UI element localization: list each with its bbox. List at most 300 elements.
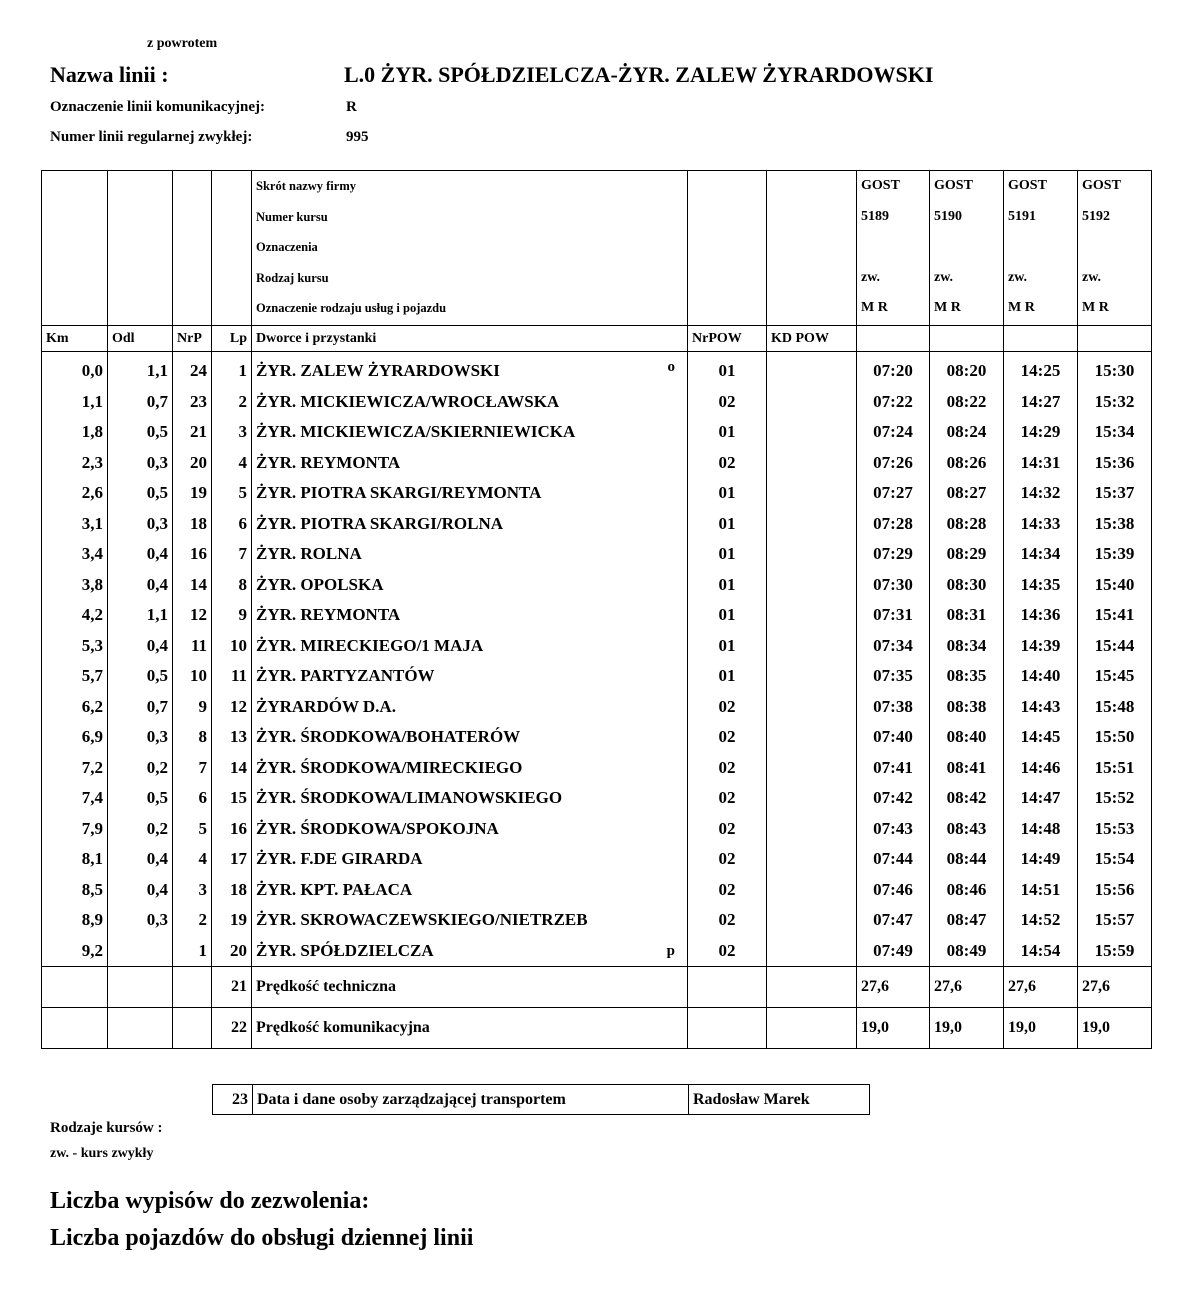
departure-time: 08:42 — [930, 783, 1004, 814]
stop-nrp: 20 — [173, 448, 212, 479]
table-row — [42, 661, 1152, 692]
departure-time: 07:38 — [857, 692, 930, 723]
table-row — [42, 631, 1152, 662]
stop-kdpow — [767, 509, 857, 540]
empty-cell — [42, 1008, 108, 1049]
empty-cell — [688, 967, 767, 1008]
stop-nrp: 5 — [173, 814, 212, 845]
course-type-zw: zw. - kurs zwykły — [50, 1146, 154, 1161]
departure-time: 14:32 — [1004, 478, 1078, 509]
departure-time: 14:39 — [1004, 631, 1078, 662]
stop-nrp: 10 — [173, 661, 212, 692]
empty-cell — [108, 967, 173, 1008]
stop-name-cell — [252, 661, 688, 692]
empty-cell — [108, 1008, 173, 1049]
stop-name-cell — [252, 753, 688, 784]
departure-time: 15:32 — [1078, 387, 1152, 418]
stop-km: 8,9 — [42, 905, 108, 936]
departure-time: 15:48 — [1078, 692, 1152, 723]
departure-time: 14:46 — [1004, 753, 1078, 784]
stop-nrpow: 02 — [688, 905, 767, 936]
course-info: GOST 5190 zw. M R — [930, 171, 1004, 326]
departure-time: 15:34 — [1078, 417, 1152, 448]
departure-time: 07:46 — [857, 875, 930, 906]
stop-name: ŻYR. REYMONTA — [256, 605, 401, 624]
departure-time: 07:24 — [857, 417, 930, 448]
departure-time: 07:27 — [857, 478, 930, 509]
departure-time: 08:43 — [930, 814, 1004, 845]
summary-body — [42, 967, 1152, 1049]
stop-name: ŻYR. MIRECKIEGO/1 MAJA — [256, 635, 484, 655]
summary-lp: 22 — [212, 1008, 252, 1049]
stop-name-cell — [252, 570, 688, 601]
table-row — [42, 722, 1152, 753]
stop-km: 8,1 — [42, 844, 108, 875]
stop-km: 8,5 — [42, 875, 108, 906]
stop-km: 5,3 — [42, 631, 108, 662]
line-number-label: Numer linii regularnej zwykłej: — [50, 129, 253, 145]
departure-time: 15:37 — [1078, 478, 1152, 509]
stop-nrpow: 01 — [688, 509, 767, 540]
stop-name-cell — [252, 448, 688, 479]
stop-nrp: 21 — [173, 417, 212, 448]
stop-odl: 1,1 — [108, 600, 173, 631]
departure-time: 15:53 — [1078, 814, 1152, 845]
stop-odl: 0,3 — [108, 509, 173, 540]
stop-lp: 17 — [212, 844, 252, 875]
departure-time: 07:44 — [857, 844, 930, 875]
table-row — [42, 844, 1152, 875]
empty-cell — [42, 967, 108, 1008]
timetable — [41, 170, 1152, 1049]
stop-name-cell — [252, 814, 688, 845]
stop-km: 6,9 — [42, 722, 108, 753]
stop-kdpow — [767, 387, 857, 418]
empty-cell — [767, 967, 857, 1008]
stop-name-cell — [252, 478, 688, 509]
stop-name-cell — [252, 936, 688, 967]
departure-time: 08:34 — [930, 631, 1004, 662]
stop-nrpow: 02 — [688, 783, 767, 814]
stop-name: ŻYR. OPOLSKA — [256, 574, 384, 594]
departure-time: 08:26 — [930, 448, 1004, 479]
col-lp: Lp — [212, 326, 252, 352]
manager-name: Radosław Marek — [689, 1085, 870, 1115]
departure-time: 14:49 — [1004, 844, 1078, 875]
stop-lp: 12 — [212, 692, 252, 723]
stop-kdpow — [767, 352, 857, 387]
stop-nrpow: 01 — [688, 352, 767, 387]
stop-name-cell — [252, 631, 688, 662]
stop-lp: 14 — [212, 753, 252, 784]
stop-nrpow: 02 — [688, 814, 767, 845]
stop-km: 5,7 — [42, 661, 108, 692]
course-info: GOST 5191 zw. M R — [1004, 171, 1078, 326]
stop-nrpow: 02 — [688, 936, 767, 967]
stop-name: ŻYR. PARTYZANTÓW — [256, 666, 435, 685]
stop-nrp: 9 — [173, 692, 212, 723]
departure-time: 14:52 — [1004, 905, 1078, 936]
stop-nrpow: 02 — [688, 844, 767, 875]
summary-value: 27,6 — [1004, 967, 1078, 1008]
departure-time: 14:48 — [1004, 814, 1078, 845]
stop-nrp: 23 — [173, 387, 212, 418]
departure-time: 08:44 — [930, 844, 1004, 875]
course-info: GOST 5192 zw. M R — [1078, 171, 1152, 326]
departure-time: 08:24 — [930, 417, 1004, 448]
departure-time: 08:41 — [930, 753, 1004, 784]
table-row — [42, 753, 1152, 784]
stop-km: 0,0 — [42, 352, 108, 387]
stop-lp: 9 — [212, 600, 252, 631]
stop-km: 6,2 — [42, 692, 108, 723]
stop-nrpow: 01 — [688, 539, 767, 570]
stop-name: ŻYR. F.DE GIRARDA — [256, 849, 423, 868]
summary-value: 19,0 — [1004, 1008, 1078, 1049]
stop-odl: 0,3 — [108, 905, 173, 936]
departure-time: 08:46 — [930, 875, 1004, 906]
stop-name: ŻYR. ŚRODKOWA/LIMANOWSKIEGO — [256, 788, 563, 807]
summary-value: 27,6 — [930, 967, 1004, 1008]
table-row — [42, 936, 1152, 967]
departure-time: 14:35 — [1004, 570, 1078, 601]
stop-name: ŻYR. MICKIEWICZA/WROCŁAWSKA — [256, 391, 560, 411]
stop-nrpow: 02 — [688, 448, 767, 479]
stop-lp: 10 — [212, 631, 252, 662]
departure-time: 14:36 — [1004, 600, 1078, 631]
departure-time: 15:38 — [1078, 509, 1152, 540]
departure-time: 14:27 — [1004, 387, 1078, 418]
stop-km: 7,9 — [42, 814, 108, 845]
stops-body — [42, 352, 1152, 967]
stop-nrp: 8 — [173, 722, 212, 753]
stop-name: ŻYR. PIOTRA SKARGI/REYMONTA — [256, 483, 542, 502]
info-labels: Skrót nazwy firmy Numer kursu Oznaczenia Rodzaj kursu Oznaczenie rodzaju usług i pojazdu — [252, 171, 688, 326]
line-name-label: Nazwa linii : — [50, 62, 169, 87]
departure-time: 15:39 — [1078, 539, 1152, 570]
stop-kdpow — [767, 631, 857, 662]
departure-time: 07:22 — [857, 387, 930, 418]
departure-time: 08:35 — [930, 661, 1004, 692]
stop-name: ŻYRARDÓW D.A. — [256, 696, 396, 716]
departure-time: 07:47 — [857, 905, 930, 936]
table-row — [42, 352, 1152, 387]
stop-lp: 16 — [212, 814, 252, 845]
stop-lp: 18 — [212, 875, 252, 906]
departure-time: 15:40 — [1078, 570, 1152, 601]
departure-time: 08:29 — [930, 539, 1004, 570]
stop-odl: 0,5 — [108, 417, 173, 448]
stop-kdpow — [767, 783, 857, 814]
stop-nrp: 1 — [173, 936, 212, 967]
stop-nrpow: 01 — [688, 478, 767, 509]
stop-nrp: 7 — [173, 753, 212, 784]
stop-odl: 0,3 — [108, 448, 173, 479]
departure-time: 07:49 — [857, 936, 930, 967]
stop-odl: 0,4 — [108, 539, 173, 570]
stop-nrpow: 02 — [688, 875, 767, 906]
departure-time: 14:33 — [1004, 509, 1078, 540]
table-row — [42, 600, 1152, 631]
stop-name: ŻYR. SPÓŁDZIELCZA — [256, 940, 434, 960]
stop-lp: 15 — [212, 783, 252, 814]
stop-odl: 0,4 — [108, 844, 173, 875]
table-row — [42, 448, 1152, 479]
stop-nrpow: 01 — [688, 570, 767, 601]
departure-time: 15:59 — [1078, 936, 1152, 967]
stop-kdpow — [767, 875, 857, 906]
stop-km: 3,8 — [42, 570, 108, 601]
departure-time: 15:45 — [1078, 661, 1152, 692]
empty-cell — [173, 967, 212, 1008]
summary-row — [42, 967, 1152, 1008]
departure-time: 15:50 — [1078, 722, 1152, 753]
departure-time: 14:25 — [1004, 352, 1078, 387]
stop-kdpow — [767, 814, 857, 845]
departure-time: 15:41 — [1078, 600, 1152, 631]
line-mark-label: Oznaczenie linii komunikacyjnej: — [50, 99, 265, 115]
summary-value: 27,6 — [1078, 967, 1152, 1008]
stop-lp: 4 — [212, 448, 252, 479]
departure-time: 07:35 — [857, 661, 930, 692]
stop-kdpow — [767, 753, 857, 784]
stop-nrpow: 01 — [688, 600, 767, 631]
course-info: GOST 5189 zw. M R — [857, 171, 930, 326]
stop-odl: 0,7 — [108, 387, 173, 418]
departure-time: 14:31 — [1004, 448, 1078, 479]
departure-time: 14:40 — [1004, 661, 1078, 692]
stop-lp: 13 — [212, 722, 252, 753]
table-row — [42, 783, 1152, 814]
stop-name: ŻYR. KPT. PAŁACA — [256, 879, 413, 899]
stop-kdpow — [767, 692, 857, 723]
stop-name: ŻYR. ŚRODKOWA/SPOKOJNA — [256, 818, 499, 838]
summary-value: 19,0 — [1078, 1008, 1152, 1049]
stop-name: ŻYR. ZALEW ŻYRARDOWSKI — [256, 361, 500, 380]
stop-name: ŻYR. ŚRODKOWA/MIRECKIEGO — [256, 757, 523, 777]
stop-km: 1,8 — [42, 417, 108, 448]
stop-odl: 1,1 — [108, 352, 173, 387]
stop-name-cell — [252, 692, 688, 723]
stop-kdpow — [767, 936, 857, 967]
stop-lp: 7 — [212, 539, 252, 570]
stop-kdpow — [767, 661, 857, 692]
stop-nrpow: 02 — [688, 692, 767, 723]
stop-km: 2,6 — [42, 478, 108, 509]
departure-time: 07:31 — [857, 600, 930, 631]
stop-kdpow — [767, 570, 857, 601]
stop-kdpow — [767, 600, 857, 631]
stop-name: ŻYR. SKROWACZEWSKIEGO/NIETRZEB — [256, 910, 588, 929]
line-number: 995 — [346, 129, 369, 145]
departure-time: 08:27 — [930, 478, 1004, 509]
stop-name: ŻYR. MICKIEWICZA/SKIERNIEWICKA — [256, 422, 576, 441]
stop-kdpow — [767, 448, 857, 479]
column-headers — [42, 326, 1152, 352]
stop-nrp: 4 — [173, 844, 212, 875]
stop-nrp: 2 — [173, 905, 212, 936]
stop-nrp: 12 — [173, 600, 212, 631]
stop-odl: 0,3 — [108, 722, 173, 753]
stop-nrpow: 01 — [688, 417, 767, 448]
departure-time: 08:47 — [930, 905, 1004, 936]
stop-lp: 6 — [212, 509, 252, 540]
stop-nrp: 18 — [173, 509, 212, 540]
stop-odl: 0,7 — [108, 692, 173, 723]
stop-nrp: 16 — [173, 539, 212, 570]
departure-time: 07:42 — [857, 783, 930, 814]
stop-nrp: 3 — [173, 875, 212, 906]
departure-time: 14:43 — [1004, 692, 1078, 723]
departure-time: 15:52 — [1078, 783, 1152, 814]
empty-cell — [173, 1008, 212, 1049]
vehicles-count-label: Liczba pojazdów do obsługi dziennej linii — [50, 1225, 474, 1251]
departure-time: 07:29 — [857, 539, 930, 570]
departure-time: 15:54 — [1078, 844, 1152, 875]
stop-kdpow — [767, 722, 857, 753]
table-row — [42, 387, 1152, 418]
stop-nrpow: 01 — [688, 661, 767, 692]
empty-cell — [688, 1008, 767, 1049]
stop-nrp: 14 — [173, 570, 212, 601]
departure-time: 08:20 — [930, 352, 1004, 387]
stop-lp: 8 — [212, 570, 252, 601]
stop-lp: 2 — [212, 387, 252, 418]
stop-nrp: 6 — [173, 783, 212, 814]
empty-cell — [767, 1008, 857, 1049]
departure-time: 15:44 — [1078, 631, 1152, 662]
departure-time: 07:40 — [857, 722, 930, 753]
permits-count-label: Liczba wypisów do zezwolenia: — [50, 1188, 370, 1214]
departure-time: 14:45 — [1004, 722, 1078, 753]
stop-name: ŻYR. PIOTRA SKARGI/ROLNA — [256, 513, 504, 533]
stop-name-cell — [252, 509, 688, 540]
table-row — [42, 417, 1152, 448]
line-name: L.0 ŻYR. SPÓŁDZIELCZA-ŻYR. ZALEW ŻYRARDOWSKI — [344, 62, 934, 87]
stop-odl: 0,5 — [108, 478, 173, 509]
departure-time: 07:43 — [857, 814, 930, 845]
departure-time: 14:47 — [1004, 783, 1078, 814]
stop-km: 7,2 — [42, 753, 108, 784]
departure-time: 15:56 — [1078, 875, 1152, 906]
departure-time: 15:51 — [1078, 753, 1152, 784]
summary-value: 19,0 — [930, 1008, 1004, 1049]
departure-time: 08:30 — [930, 570, 1004, 601]
stop-nrpow: 02 — [688, 387, 767, 418]
table-row — [42, 539, 1152, 570]
table-row — [42, 509, 1152, 540]
stop-odl: 0,4 — [108, 631, 173, 662]
stop-km: 3,1 — [42, 509, 108, 540]
departure-time: 07:41 — [857, 753, 930, 784]
departure-time: 15:57 — [1078, 905, 1152, 936]
table-row — [42, 814, 1152, 845]
stop-lp: 3 — [212, 417, 252, 448]
stop-flag: p — [666, 942, 675, 959]
departure-time: 07:30 — [857, 570, 930, 601]
stop-nrp: 19 — [173, 478, 212, 509]
departure-time: 14:51 — [1004, 875, 1078, 906]
stop-name-cell — [252, 352, 688, 387]
summary-value: 19,0 — [857, 1008, 930, 1049]
col-nrpow: NrPOW — [688, 326, 767, 352]
info-rows — [42, 171, 1152, 326]
departure-time: 08:22 — [930, 387, 1004, 418]
col-odl: Odl — [108, 326, 173, 352]
direction-label: z powrotem — [147, 36, 218, 51]
stop-lp: 1 — [212, 352, 252, 387]
stop-lp: 20 — [212, 936, 252, 967]
summary-row — [42, 1008, 1152, 1049]
stop-name-cell — [252, 844, 688, 875]
stop-name: ŻYR. ROLNA — [256, 544, 362, 563]
stop-kdpow — [767, 417, 857, 448]
departure-time: 14:29 — [1004, 417, 1078, 448]
col-kdpow: KD POW — [767, 326, 857, 352]
stop-name: ŻYR. ŚRODKOWA/BOHATERÓW — [256, 727, 521, 746]
departure-time: 15:30 — [1078, 352, 1152, 387]
stop-km: 7,4 — [42, 783, 108, 814]
departure-time: 07:34 — [857, 631, 930, 662]
stop-odl — [108, 936, 173, 967]
stop-name-cell — [252, 905, 688, 936]
departure-time: 08:38 — [930, 692, 1004, 723]
stop-km: 1,1 — [42, 387, 108, 418]
stop-name-cell — [252, 875, 688, 906]
stop-km: 4,2 — [42, 600, 108, 631]
stop-lp: 19 — [212, 905, 252, 936]
stop-nrp: 11 — [173, 631, 212, 662]
manager-lp: 23 — [213, 1085, 253, 1115]
departure-time: 14:54 — [1004, 936, 1078, 967]
table-row — [42, 478, 1152, 509]
manager-label: Data i dane osoby zarządzającej transportem — [253, 1085, 689, 1115]
table-row — [42, 905, 1152, 936]
stop-nrpow: 01 — [688, 631, 767, 662]
summary-value: 27,6 — [857, 967, 930, 1008]
stop-name-cell — [252, 387, 688, 418]
table-row — [42, 570, 1152, 601]
stop-odl: 0,4 — [108, 570, 173, 601]
departure-time: 15:36 — [1078, 448, 1152, 479]
col-nrp: NrP — [173, 326, 212, 352]
col-km: Km — [42, 326, 108, 352]
stop-odl: 0,5 — [108, 783, 173, 814]
manager-table — [212, 1084, 870, 1115]
stop-nrpow: 02 — [688, 753, 767, 784]
stop-name-cell — [252, 783, 688, 814]
stop-name-cell — [252, 417, 688, 448]
summary-label: Prędkość komunikacyjna — [252, 1008, 688, 1049]
col-stops: Dworce i przystanki — [252, 326, 688, 352]
departure-time: 14:34 — [1004, 539, 1078, 570]
stop-km: 9,2 — [42, 936, 108, 967]
stop-kdpow — [767, 844, 857, 875]
stop-odl: 0,5 — [108, 661, 173, 692]
line-mark: R — [346, 99, 357, 115]
stop-nrp: 24 — [173, 352, 212, 387]
stop-name-cell — [252, 600, 688, 631]
stop-odl: 0,2 — [108, 814, 173, 845]
table-row — [42, 692, 1152, 723]
stop-km: 3,4 — [42, 539, 108, 570]
course-types-label: Rodzaje kursów : — [50, 1120, 163, 1136]
stop-nrpow: 02 — [688, 722, 767, 753]
stop-kdpow — [767, 478, 857, 509]
summary-lp: 21 — [212, 967, 252, 1008]
stop-name-cell — [252, 539, 688, 570]
stop-name-cell — [252, 722, 688, 753]
